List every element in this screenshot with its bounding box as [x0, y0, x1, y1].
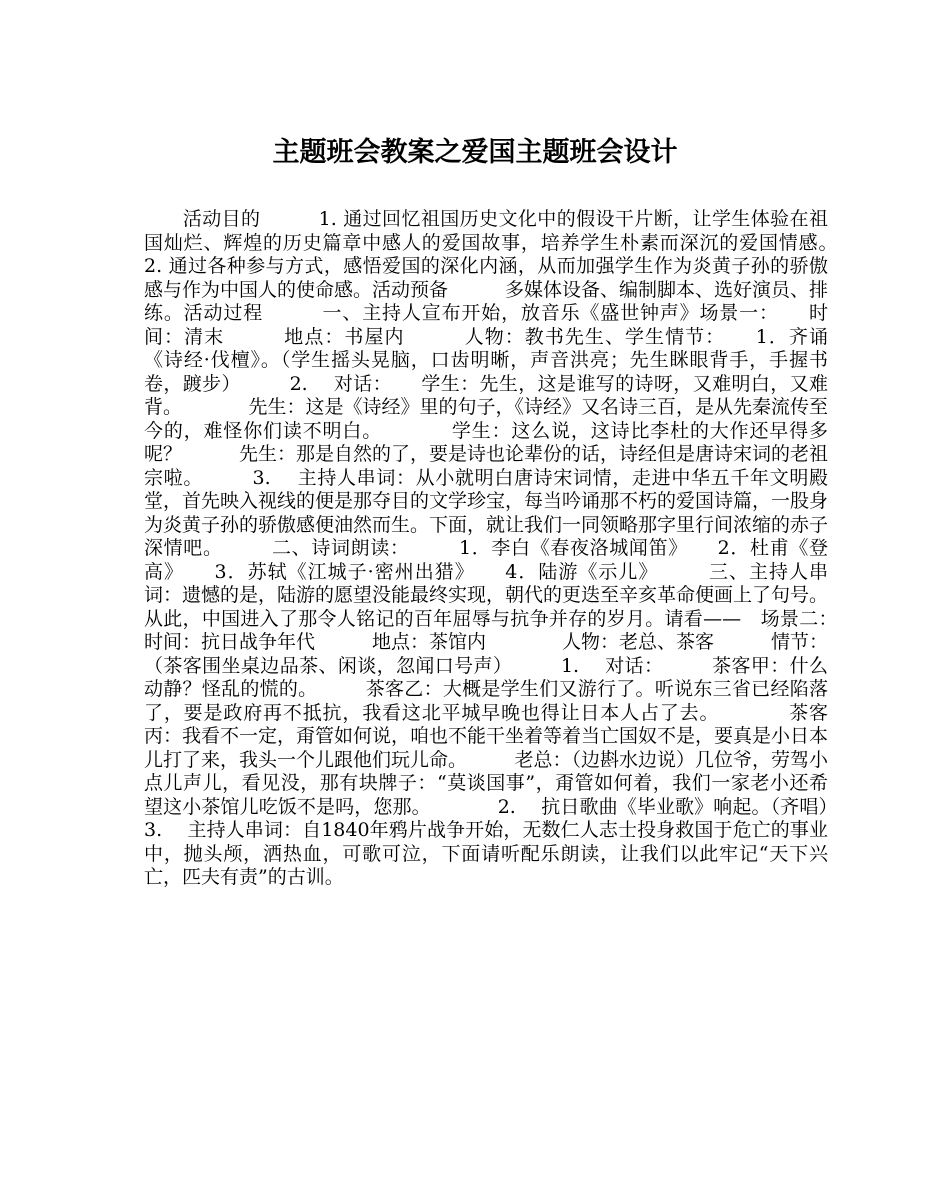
document-body: 活动目的 1. 通过回忆祖国历史文化中的假设干片断，让学生体验在祖国灿烂、辉煌的历史篇章中感人的爱国故事，培养学生朴素而深沉的爱国情感。 2. 通过各种参与方式，感悟爱国的深化内涵，从而加强学生作为炎黄子孙的骄傲感与作为中国人的使命感。活动预备 多媒体设备、编制脚本、选好演员、排练。活动过程 一、主持人宣布开始，放音乐《盛世钟声》场景一： 时间：清末 地点：书屋内 人物：教书先生、学生情节： 1．齐诵《诗经·伐檀》。（学生摇头晃脑，口齿明晰，声音洪亮；先生眯眼背手，手握书卷，踱步） 2. 对话： 学生：先生，这是谁写的诗呀，又难明白，又难背。 先生：这是《诗经》里的句子，《诗经》又名诗三百，是从先秦流传至今的，难怪你们读不明白。 学生：这么说，这诗比李杜的大作还早得多呢？ 先生：那是自然的了，要是诗也论辈份的话，诗经但是唐诗宋词的老祖宗啦。 3. 主持人串词：从小就明白唐诗宋词情，走进中华五千年文明殿堂，首先映入视线的便是那夺目的文学珍宝，每当吟诵那不朽的爱国诗篇，一股身为炎黄子孙的骄傲感便油然而生。下面，就让我们一同领略那字里行间浓缩的赤子深情吧。 二、诗词朗读： 1．李白《春夜洛城闻笛》 2．杜甫《登高》 3．苏轼《江城子·密州出猎》 4．陆游《示儿》 三、主持人串词：遗憾的是，陆游的愿望没能最终实现，朝代的更迭至辛亥革命便画上了句号。从此，中国进入了那令人铭记的百年屈辱与抗争并存的岁月。请看—— 场景二： 时间：抗日战争年代 地点：茶馆内 人物：老总、茶客 情节：（茶客围坐桌边品茶、闲谈，忽闻口号声） 1. 对话： 茶客甲：什么动静？怪乱的慌的。 茶客乙：大概是学生们又游行了。听说东三省已经陷落了，要是政府再不抵抗，我看这北平城早晚也得让日本人占了去。 茶客丙：我看不一定，甭管如何说，咱也不能干坐着等着当亡国奴不是，要真是小日本儿打了来，我头一个儿跟他们玩儿命。 老总：（边斟水边说）几位爷，劳驾小点儿声儿，看见没，那有块牌子：“莫谈国事”，甭管如何着，我们一家老小还希望这小茶馆儿吃饭不是吗，您那。 2. 抗日歌曲《毕业歌》响起。（齐唱） 3. 主持人串词：自1840年鸦片战争开始，无数仁人志士投身救国于危亡的事业中，抛头颅，洒热血，可歌可泣，下面请听配乐朗读，让我们以此牢记“天下兴亡，匹夫有责”的古训。: [144, 208, 905, 888]
document-title: 主题班会教案之爱国主题班会设计: [272, 137, 678, 168]
